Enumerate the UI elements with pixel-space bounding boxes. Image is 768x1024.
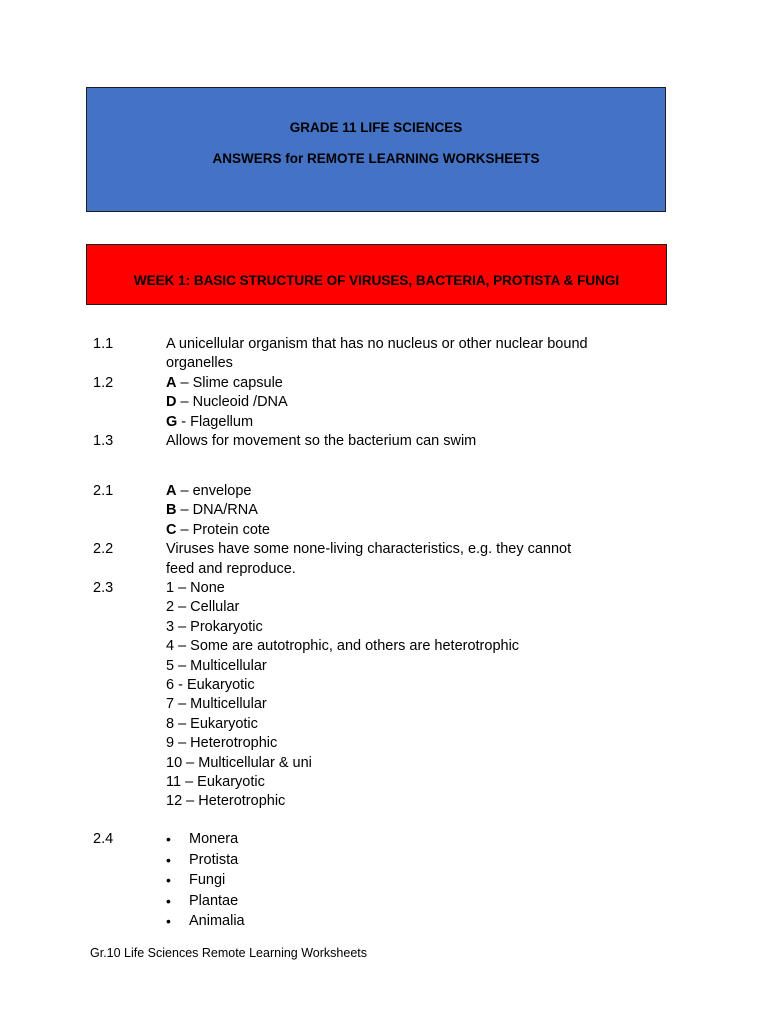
answer-key: D bbox=[166, 394, 177, 411]
question-number: 2.3 bbox=[93, 580, 114, 596]
bullet-item: Fungi bbox=[189, 872, 226, 888]
question-number: 2.1 bbox=[93, 483, 114, 499]
answer-row bbox=[0, 354, 768, 373]
answer-label: – Nucleoid /DNA bbox=[176, 394, 288, 411]
bullet-item: Protista bbox=[189, 851, 239, 868]
week-heading-box bbox=[86, 244, 667, 305]
answer-row bbox=[0, 560, 768, 579]
answer-label: - Flagellum bbox=[177, 413, 254, 430]
question-number: 1.1 bbox=[93, 336, 114, 352]
title-box bbox=[86, 87, 666, 212]
answer-row bbox=[0, 715, 768, 734]
answer-label: – Protein cote bbox=[176, 521, 270, 538]
answer-text: 2 – Cellular bbox=[166, 599, 240, 616]
answer-row bbox=[0, 637, 768, 656]
question-number: 1.2 bbox=[93, 374, 114, 391]
answer-row bbox=[0, 773, 768, 792]
answer-label: – envelope bbox=[176, 483, 252, 499]
answer-text: 1 – None bbox=[166, 580, 225, 596]
bullet-item: Monera bbox=[189, 831, 239, 847]
bullet-icon: • bbox=[166, 892, 171, 909]
bullet-row bbox=[0, 851, 768, 870]
document-subtitle: ANSWERS for REMOTE LEARNING WORKSHEETS bbox=[212, 151, 540, 166]
answer-key: A bbox=[166, 483, 177, 499]
answer-text: 9 – Heterotrophic bbox=[166, 735, 278, 752]
answer-text bbox=[166, 393, 288, 412]
answer-text: 6 - Eukaryotic bbox=[166, 677, 255, 693]
answer-row bbox=[0, 393, 768, 412]
bullet-item: Animalia bbox=[189, 913, 245, 929]
answer-text: 8 – Eukaryotic bbox=[166, 715, 258, 732]
answer-row bbox=[0, 792, 768, 811]
answer-text: 10 – Multicellular & uni bbox=[166, 754, 312, 771]
answer-row bbox=[0, 521, 768, 540]
answer-text bbox=[166, 482, 251, 501]
answer-row bbox=[0, 374, 768, 393]
answer-row bbox=[0, 695, 768, 714]
question-number: 1.3 bbox=[93, 433, 114, 449]
answer-text: A unicellular organism that has no nucleus or other nuclear bound bbox=[166, 336, 588, 352]
answer-text bbox=[166, 374, 283, 393]
bullet-icon: • bbox=[166, 851, 171, 868]
question-number: 2.2 bbox=[93, 541, 114, 558]
answer-row bbox=[0, 432, 768, 451]
answer-text: Viruses have some none-living characteristics, e.g. they cannot bbox=[166, 541, 572, 558]
answer-row bbox=[0, 482, 768, 501]
question-number: 2.4 bbox=[93, 831, 114, 847]
bullet-row bbox=[0, 830, 768, 849]
answer-row bbox=[0, 540, 768, 559]
answer-row bbox=[0, 335, 768, 354]
answer-text: 3 – Prokaryotic bbox=[166, 618, 263, 635]
answer-row bbox=[0, 676, 768, 695]
answer-text: 7 – Multicellular bbox=[166, 696, 267, 713]
answer-label: – Slime capsule bbox=[176, 374, 283, 391]
answer-row bbox=[0, 657, 768, 676]
answer-text: Allows for movement so the bacterium can swim bbox=[166, 433, 477, 449]
bullet-row bbox=[0, 871, 768, 890]
answer-row bbox=[0, 618, 768, 637]
answer-row bbox=[0, 579, 768, 598]
bullet-icon: • bbox=[166, 872, 171, 888]
bullet-row bbox=[0, 892, 768, 911]
answer-key: B bbox=[166, 502, 177, 519]
answer-text: 11 – Eukaryotic bbox=[166, 774, 265, 790]
bullet-row bbox=[0, 912, 768, 931]
answer-row bbox=[0, 501, 768, 520]
answer-text: 4 – Some are autotrophic, and others are heterotrophic bbox=[166, 638, 520, 655]
answer-text bbox=[166, 413, 253, 432]
answer-row bbox=[0, 754, 768, 773]
answer-text: 12 – Heterotrophic bbox=[166, 793, 286, 810]
bullet-icon: • bbox=[166, 913, 171, 929]
answer-key: C bbox=[166, 521, 177, 538]
page-footer: Gr.10 Life Sciences Remote Learning Worksheets bbox=[90, 946, 367, 960]
answer-row bbox=[0, 413, 768, 432]
answer-label: – DNA/RNA bbox=[176, 502, 258, 519]
answer-row bbox=[0, 734, 768, 753]
answer-text bbox=[166, 501, 258, 520]
bullet-item: Plantae bbox=[189, 892, 239, 909]
document-title: GRADE 11 LIFE SCIENCES bbox=[289, 120, 463, 135]
week-heading: WEEK 1: BASIC STRUCTURE OF VIRUSES, BACTERIA, PROTISTA & FUNGI bbox=[133, 273, 620, 288]
answer-text: organelles bbox=[166, 355, 233, 372]
answer-text bbox=[166, 521, 270, 540]
answer-key: A bbox=[166, 374, 177, 391]
answer-row bbox=[0, 598, 768, 617]
answer-text: feed and reproduce. bbox=[166, 560, 296, 577]
bullet-icon: • bbox=[166, 831, 171, 847]
answer-key: G bbox=[166, 413, 178, 430]
answer-text: 5 – Multicellular bbox=[166, 657, 267, 674]
